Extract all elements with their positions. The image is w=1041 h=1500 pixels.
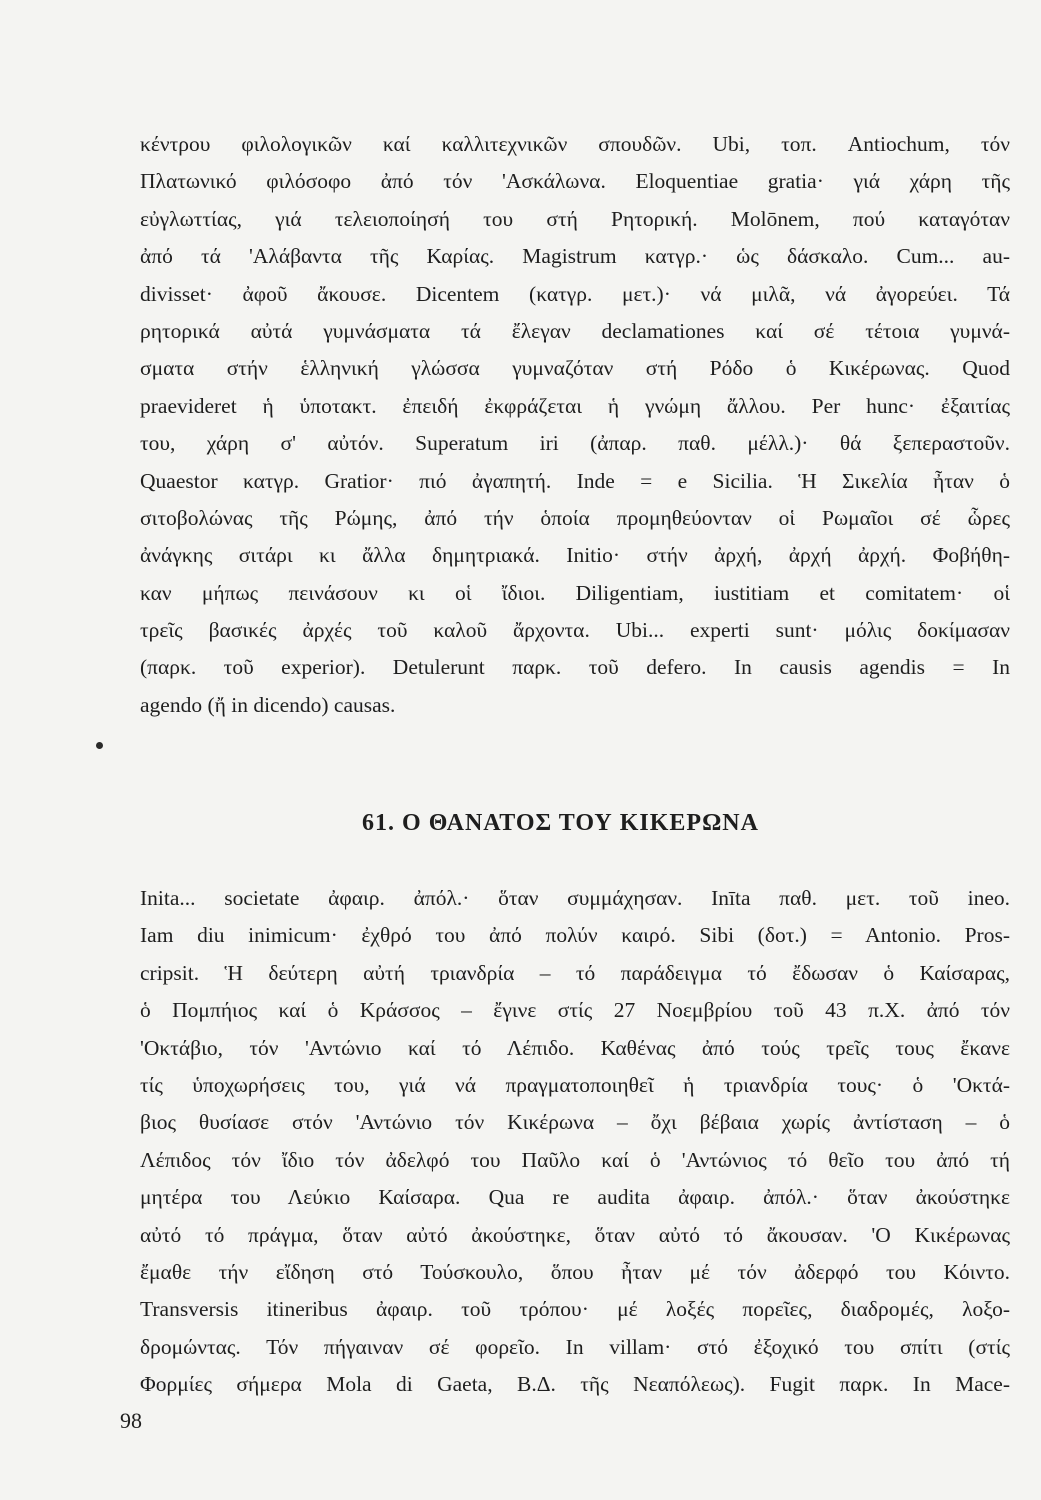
text-line: τίς ὑποχωρήσεις του, γιά νά πραγματοποιηθεῖ ἡ τριανδρία τους· ὁ 'Οκτά- <box>140 1072 1010 1097</box>
text-line: βιος θυσίασε στόν 'Αντώνιο τόν Κικέρωνα – ὄχι βέβαια χωρίς ἀντίσταση – ὁ <box>140 1110 1010 1135</box>
text-line: Φορμίες σήμερα Mola di Gaeta, Β.Δ. τῆς Νεαπόλεως). Fugit παρκ. In Mace- <box>140 1372 1010 1397</box>
text-line: Λέπιδος τόν ἴδιο τόν ἀδελφό του Παῦλο καί ὁ 'Αντώνιος τό θεῖο του ἀπό τή <box>140 1147 1010 1172</box>
text-line: Quaestor κατγρ. Gratior· πιό ἀγαπητή. Inde = e Sicilia. Ἡ Σικελία ἦταν ὁ <box>140 468 1010 493</box>
text-line: (παρκ. τοῦ experior). Detulerunt παρκ. τοῦ defero. In causis agendis = In <box>140 655 1010 680</box>
text-line: μητέρα του Λεύκιο Καίσαρα. Qua re audita ἀφαιρ. ἀπόλ.· ὅταν ἀκούστηκε <box>140 1185 1010 1210</box>
text-line: cripsit. Ἡ δεύτερη αὐτή τριανδρία – τό παράδειγμα τό ἔδωσαν ὁ Καίσαρας, <box>140 960 1010 985</box>
text-line: ἔμαθε τήν εἴδηση στό Τούσκουλο, ὅπου ἦταν μέ τόν ἀδερφό του Κόιντο. <box>140 1259 1010 1284</box>
text-line: αὐτό τό πράγμα, ὅταν αὐτό ἀκούστηκε, ὅταν αὐτό τό ἄκουσαν. 'Ο Κικέρωνας <box>140 1222 1010 1247</box>
text-line: ἀνάγκης σιτάρι κι ἄλλα δημητριακά. Initio· στήν ἀρχή, ἀρχή ἀρχή. Φοβήθη- <box>140 543 1010 568</box>
page-number: 98 <box>120 1408 142 1433</box>
margin-dot <box>96 742 103 749</box>
text-line: Iam diu inimicum· ἐχθρό του ἀπό πολύν καιρό. Sibi (δοτ.) = Antonio. Pros- <box>140 923 1010 948</box>
text-line: 'Οκτάβιο, τόν 'Αντώνιο καί τό Λέπιδο. Καθένας ἀπό τούς τρεῖς τους ἔκανε <box>140 1035 1010 1060</box>
commentary-block-top <box>140 126 1010 724</box>
commentary-block-bottom <box>140 880 1010 1403</box>
text-line: καν μήπως πεινάσουν κι οἱ ἴδιοι. Diligentiam, iustitiam et comitatem· οἱ <box>140 580 1010 605</box>
text-line: Inita... societate ἀφαιρ. ἀπόλ.· ὅταν συμμάχησαν. Inīta παθ. μετ. τοῦ ineo. <box>140 886 1010 910</box>
text-line: σματα στήν ἑλληνική γλώσσα γυμναζόταν στή Ρόδο ὁ Κικέρωνας. Quod <box>140 356 1010 381</box>
text-line: Πλατωνικό φιλόσοφο ἀπό τόν 'Ασκάλωνα. Eloquentiae gratia· γιά χάρη τῆς <box>140 169 1010 194</box>
text-line: Transversis itineribus ἀφαιρ. τοῦ τρόπου· μέ λοξές πορεῖες, διαδρομές, λοξο- <box>140 1297 1010 1322</box>
section-heading: 61. Ο ΘΑΝΑΤΟΣ ΤΟΥ ΚΙΚΕΡΩΝΑ <box>362 810 759 836</box>
text-line: agendo (ἤ in dicendo) causas. <box>140 692 396 717</box>
text-line: σιτοβολώνας τῆς Ρώμης, ἀπό τήν ὁποία προμηθεύονταν οἱ Ρωμαῖοι σέ ὧρες <box>140 505 1010 530</box>
text-line: του, χάρη σ' αὐτόν. Superatum iri (ἀπαρ. παθ. μέλλ.)· θά ξεπεραστοῦν. <box>140 431 1010 456</box>
text-line: κέντρου φιλολογικῶν καί καλλιτεχνικῶν σπουδῶν. Ubi, τοπ. Antiochum, τόν <box>140 132 1010 156</box>
text-line: praevideret ἡ ὑποτακτ. ἐπειδή ἐκφράζεται ἡ γνώμη ἄλλου. Per hunc· ἐξαιτίας <box>140 393 1010 418</box>
text-line: divisset· ἀφοῦ ἄκουσε. Dicentem (κατγρ. μετ.)· νά μιλᾶ, νά ἀγορεύει. Τά <box>140 281 1010 306</box>
text-line: εὐγλωττίας, γιά τελειοποίησή του στή Ρητορική. Molōnem, πού καταγόταν <box>140 206 1010 231</box>
text-line: ὁ Πομπήιος καί ὁ Κράσσος – ἔγινε στίς 27 Νοεμβρίου τοῦ 43 π.Χ. ἀπό τόν <box>140 998 1010 1023</box>
text-line: τρεῖς βασικές ἀρχές τοῦ καλοῦ ἄρχοντα. Ubi... experti sunt· μόλις δοκίμασαν <box>140 618 1010 643</box>
text-line: δρομώντας. Τόν πήγαιναν σέ φορεῖο. In villam· στό ἐξοχικό του σπίτι (στίς <box>140 1334 1010 1359</box>
text-line: ἀπό τά 'Αλάβαντα τῆς Καρίας. Magistrum κατγρ.· ὡς δάσκαλο. Cum... au- <box>140 244 1010 269</box>
text-line: ρητορικά αὐτά γυμνάσματα τά ἔλεγαν declamationes καί σέ τέτοια γυμνά- <box>140 318 1010 343</box>
